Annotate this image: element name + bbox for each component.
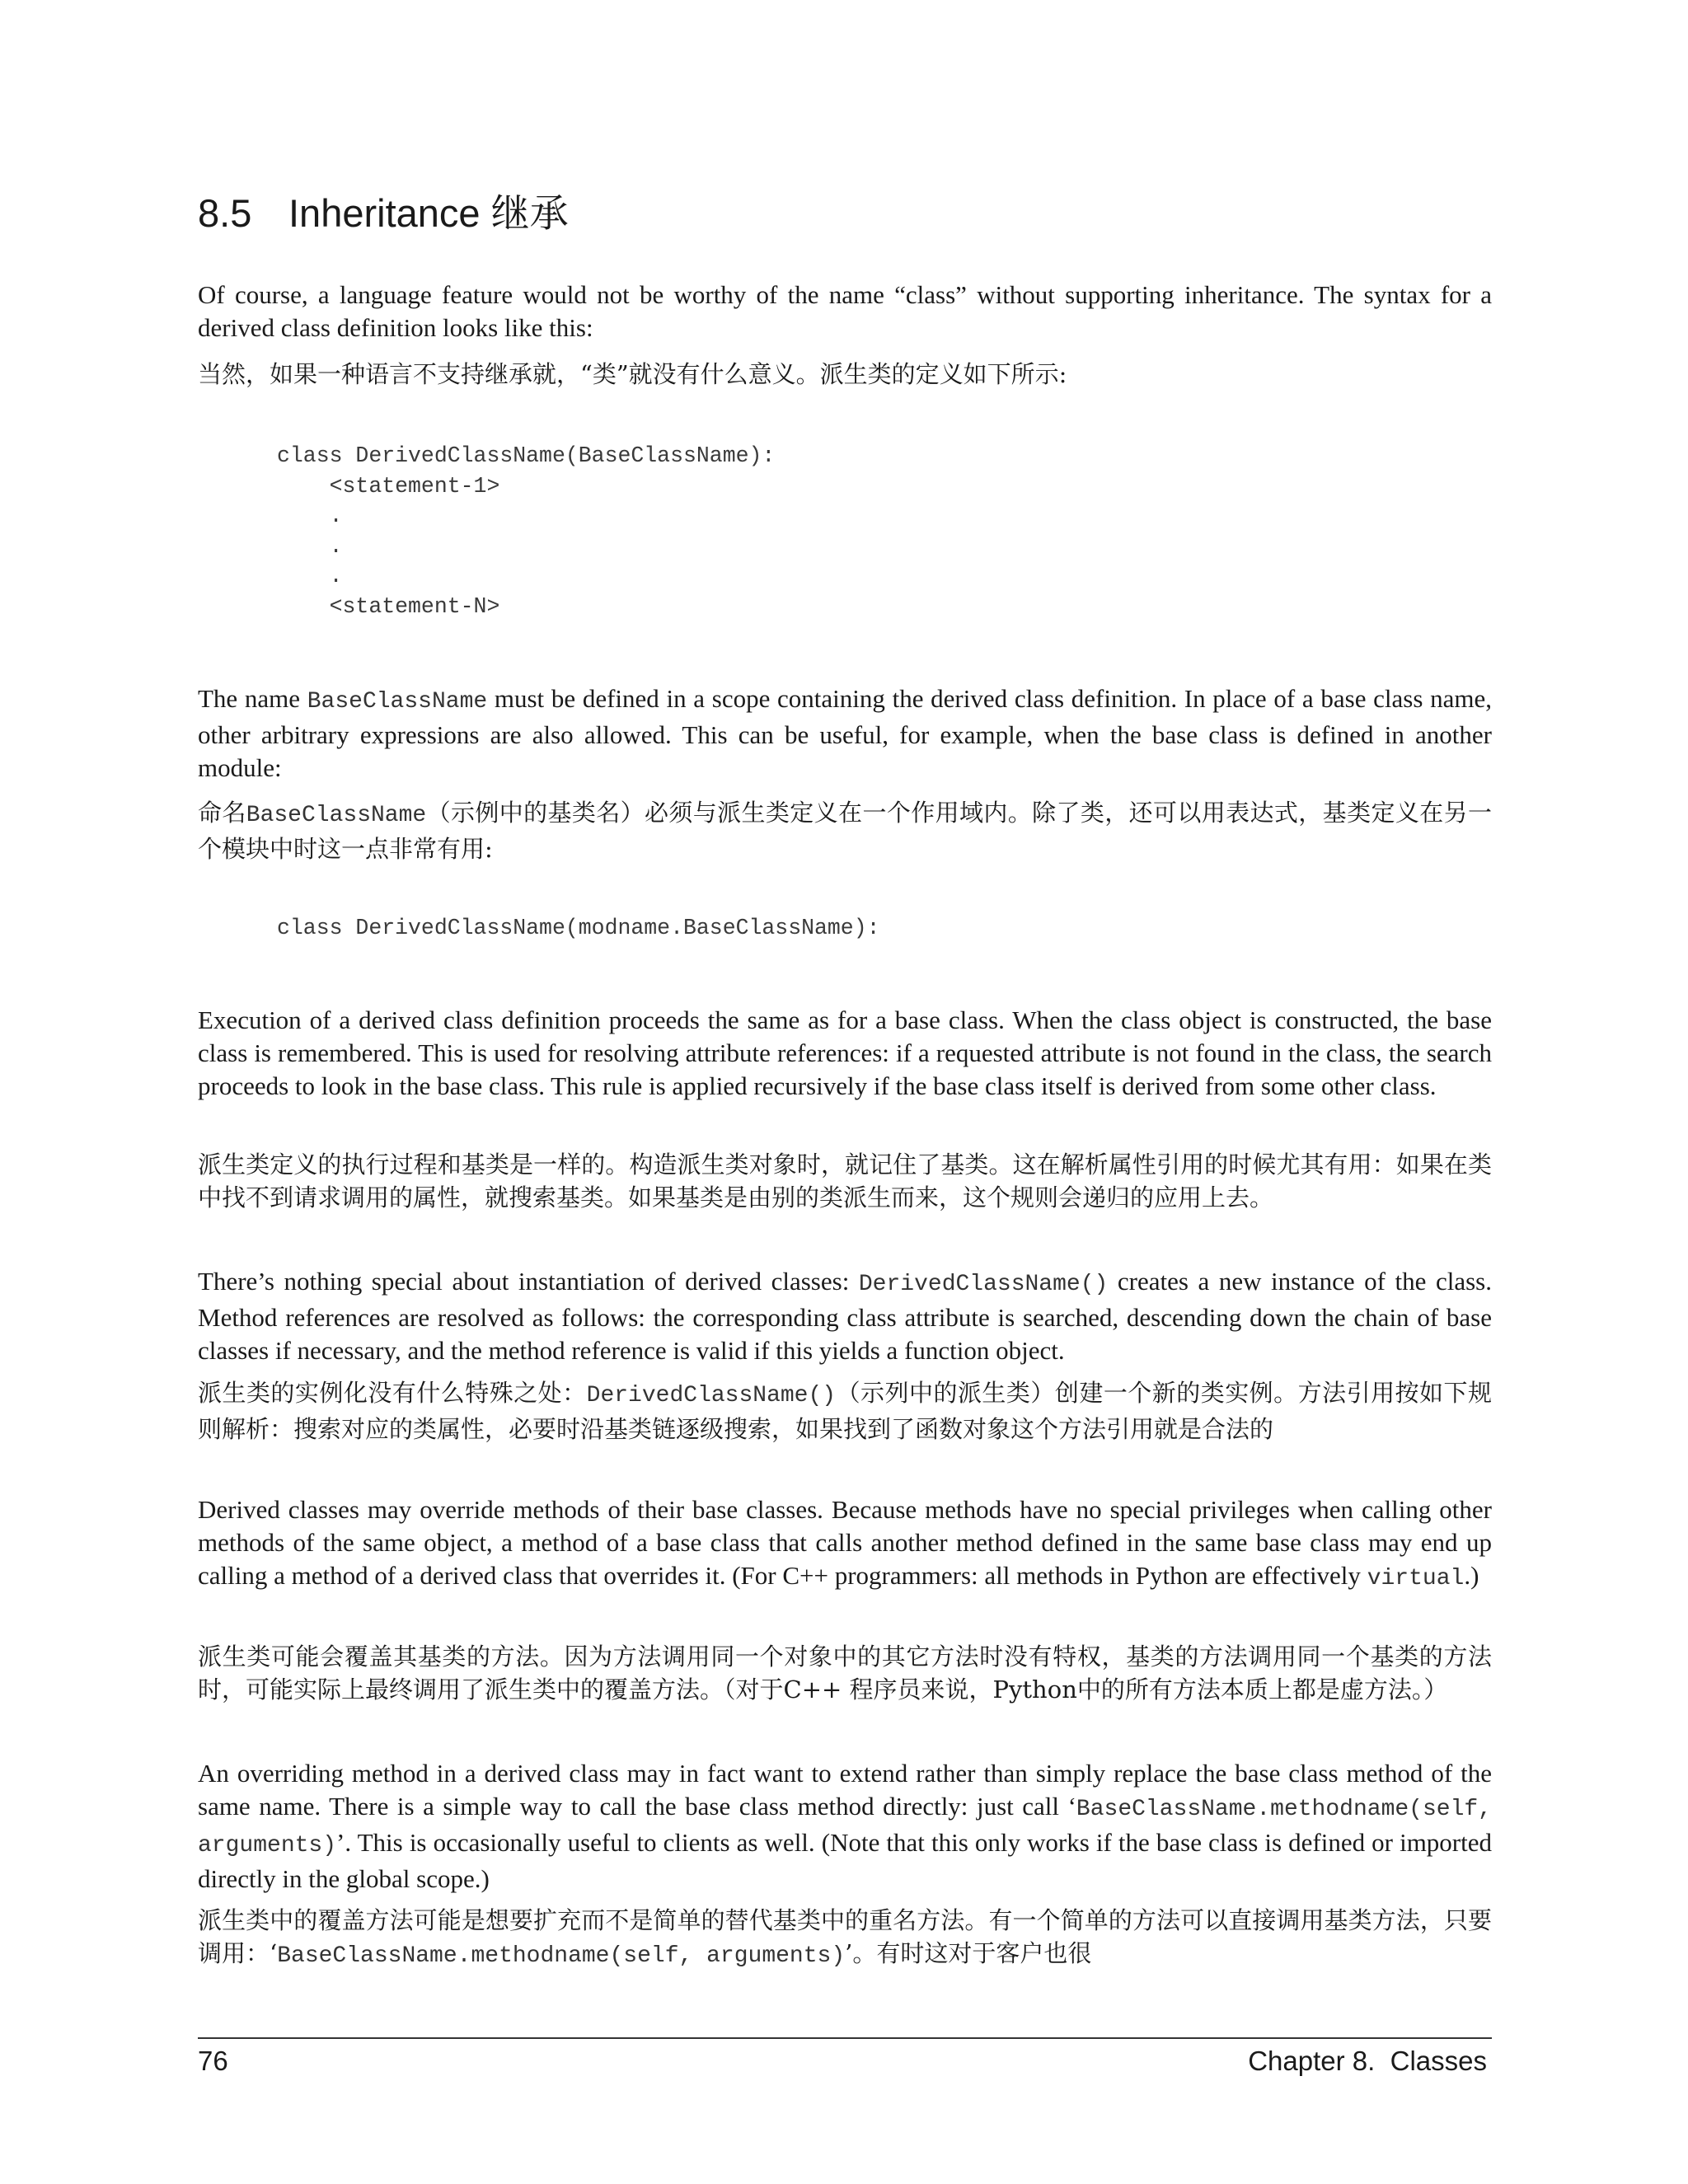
inline-code: BaseClassName bbox=[246, 803, 427, 828]
text-run: creates a new instance of the class. Method references are resolved as follows: the corresponding class attribute is searched, descending down the chain of base classes if necessary, and the method reference is valid if this yields a function object. bbox=[198, 1267, 1492, 1365]
footer-rule bbox=[198, 2037, 1492, 2039]
paragraph-4-zh bbox=[198, 1376, 1492, 1446]
text-run: The name bbox=[198, 684, 307, 713]
inline-code: BaseClassName.methodname(self, arguments) bbox=[277, 1943, 846, 1969]
paragraph-2-zh bbox=[198, 796, 1492, 865]
text-run: There’s nothing special about instantiation of derived classes: bbox=[198, 1267, 859, 1296]
text-run: must be defined in a scope containing the derived class definition. In place of a base class name, other arbitrary expressions are also allowed. This can be useful, for example, when the base class is defined in another module: bbox=[198, 684, 1492, 782]
paragraph-5-zh: 派生类可能会覆盖其基类的方法。因为方法调用同一个对象中的其它方法时没有特权，基类的方法调用同一个基类的方法时，可能实际上最终调用了派生类中的覆盖方法。（对于C++ 程序员来说，Python中的所有方法本质上都是虚方法。） bbox=[198, 1643, 1492, 1704]
text-run: ’。有时这对于客户也很 bbox=[845, 1939, 1092, 1967]
paragraph-6 bbox=[198, 1757, 1492, 1896]
section-title: Inheritance 继承 bbox=[288, 191, 569, 235]
paragraph-1-zh: 当然，如果一种语言不支持继承就，“类”就没有什么意义。派生类的定义如下所示: bbox=[198, 360, 1067, 388]
paragraph-1-en: Of course, a language feature would not be worthy of the name “class” without supporting inheritance. The syntax for a derived class definition looks like this: bbox=[198, 280, 1492, 342]
text-run: Derived classes may override methods of their base classes. Because methods have no special privileges when calling other methods of the same object, a method of a base class that calls another method defined in the same base class may end up calling a method of a derived class that overrides it. (For C++ programmers: all methods in Python are effectively bbox=[198, 1495, 1492, 1590]
paragraph-3-zh-block bbox=[198, 1148, 1492, 1214]
section-heading bbox=[198, 183, 569, 238]
chapter-label: Chapter 8. Classes bbox=[1248, 2046, 1487, 2076]
paragraph-4-zh-block bbox=[198, 1376, 1492, 1446]
text-run: ’. This is occasionally useful to clients as well. (Note that this only works if the base class is defined or imported directly in the global scope.) bbox=[198, 1828, 1492, 1893]
paragraph-6-zh bbox=[198, 1904, 1492, 1973]
paragraph-5 bbox=[198, 1493, 1492, 1596]
paragraph-3-en: Execution of a derived class definition proceeds the same as for a base class. When the class object is constructed, the base class is remembered. This is used for resolving attribute references: if a requested attribute is not found in the class, the search proceeds to look in the base class. This rule is applied recursively if the base class itself is derived from some other class. bbox=[198, 1005, 1492, 1100]
paragraph-1-zh-block bbox=[198, 358, 1492, 391]
inline-code: DerivedClassName() bbox=[858, 1272, 1109, 1297]
text-run: （示列中的派生类）创建一个新的类实例。方法引用按如下规则解析：搜索对应的类属性，必要时沿基类链逐级搜索，如果找到了函数对象这个方法引用就是合法的 bbox=[198, 1379, 1492, 1443]
inline-code: DerivedClassName() bbox=[586, 1383, 837, 1408]
paragraph-5-zh-block bbox=[198, 1640, 1492, 1706]
paragraph-6-en bbox=[198, 1757, 1492, 1896]
paragraph-2-zh-block bbox=[198, 796, 1492, 865]
text-run: 派生类中的覆盖方法可能是想要扩充而不是简单的替代基类中的重名方法。有一个简单的方法可以直接调用基类方法，只要调用：‘ bbox=[198, 1906, 1492, 1967]
section-number: 8.5 bbox=[198, 191, 252, 235]
page-number: 76 bbox=[198, 2046, 228, 2076]
code-block-1: class DerivedClassName(BaseClassName): <statement-1> . . . <statement-N> bbox=[277, 443, 776, 619]
paragraph-2-en bbox=[198, 682, 1492, 785]
paragraph-4-en bbox=[198, 1265, 1492, 1367]
text-run: 派生类的实例化没有什么特殊之处： bbox=[198, 1379, 587, 1407]
paragraph-5-en bbox=[198, 1493, 1492, 1596]
code-block-2: class DerivedClassName(modname.BaseClassName): bbox=[277, 916, 880, 940]
paragraph-4 bbox=[198, 1265, 1492, 1367]
text-run: An overriding method in a derived class may in fact want to extend rather than simply replace the base class method of the same name. There is a simple way to call the base class method directly: just call ‘ bbox=[198, 1759, 1492, 1821]
paragraph-3 bbox=[198, 1004, 1492, 1103]
paragraph-3-zh: 派生类定义的执行过程和基类是一样的。构造派生类对象时，就记住了基类。这在解析属性引用的时候尤其有用：如果在类中找不到请求调用的属性，就搜索基类。如果基类是由别的类派生而来，这个规则会递归的应用上去。 bbox=[198, 1151, 1492, 1212]
inline-code: BaseClassName bbox=[307, 689, 488, 715]
paragraph-1 bbox=[198, 279, 1492, 344]
paragraph-6-zh-block bbox=[198, 1904, 1492, 1973]
text-run: 命名 bbox=[198, 799, 246, 827]
paragraph-2 bbox=[198, 682, 1492, 785]
inline-code: virtual bbox=[1367, 1566, 1465, 1591]
text-run: （示例中的基类名）必须与派生类定义在一个作用域内。除了类，还可以用表达式，基类定义在另一个模块中时这一点非常有用: bbox=[198, 799, 1492, 863]
inline-code: BaseClassName.methodname(self, arguments) bbox=[198, 1797, 1492, 1858]
text-run: .) bbox=[1464, 1561, 1479, 1590]
